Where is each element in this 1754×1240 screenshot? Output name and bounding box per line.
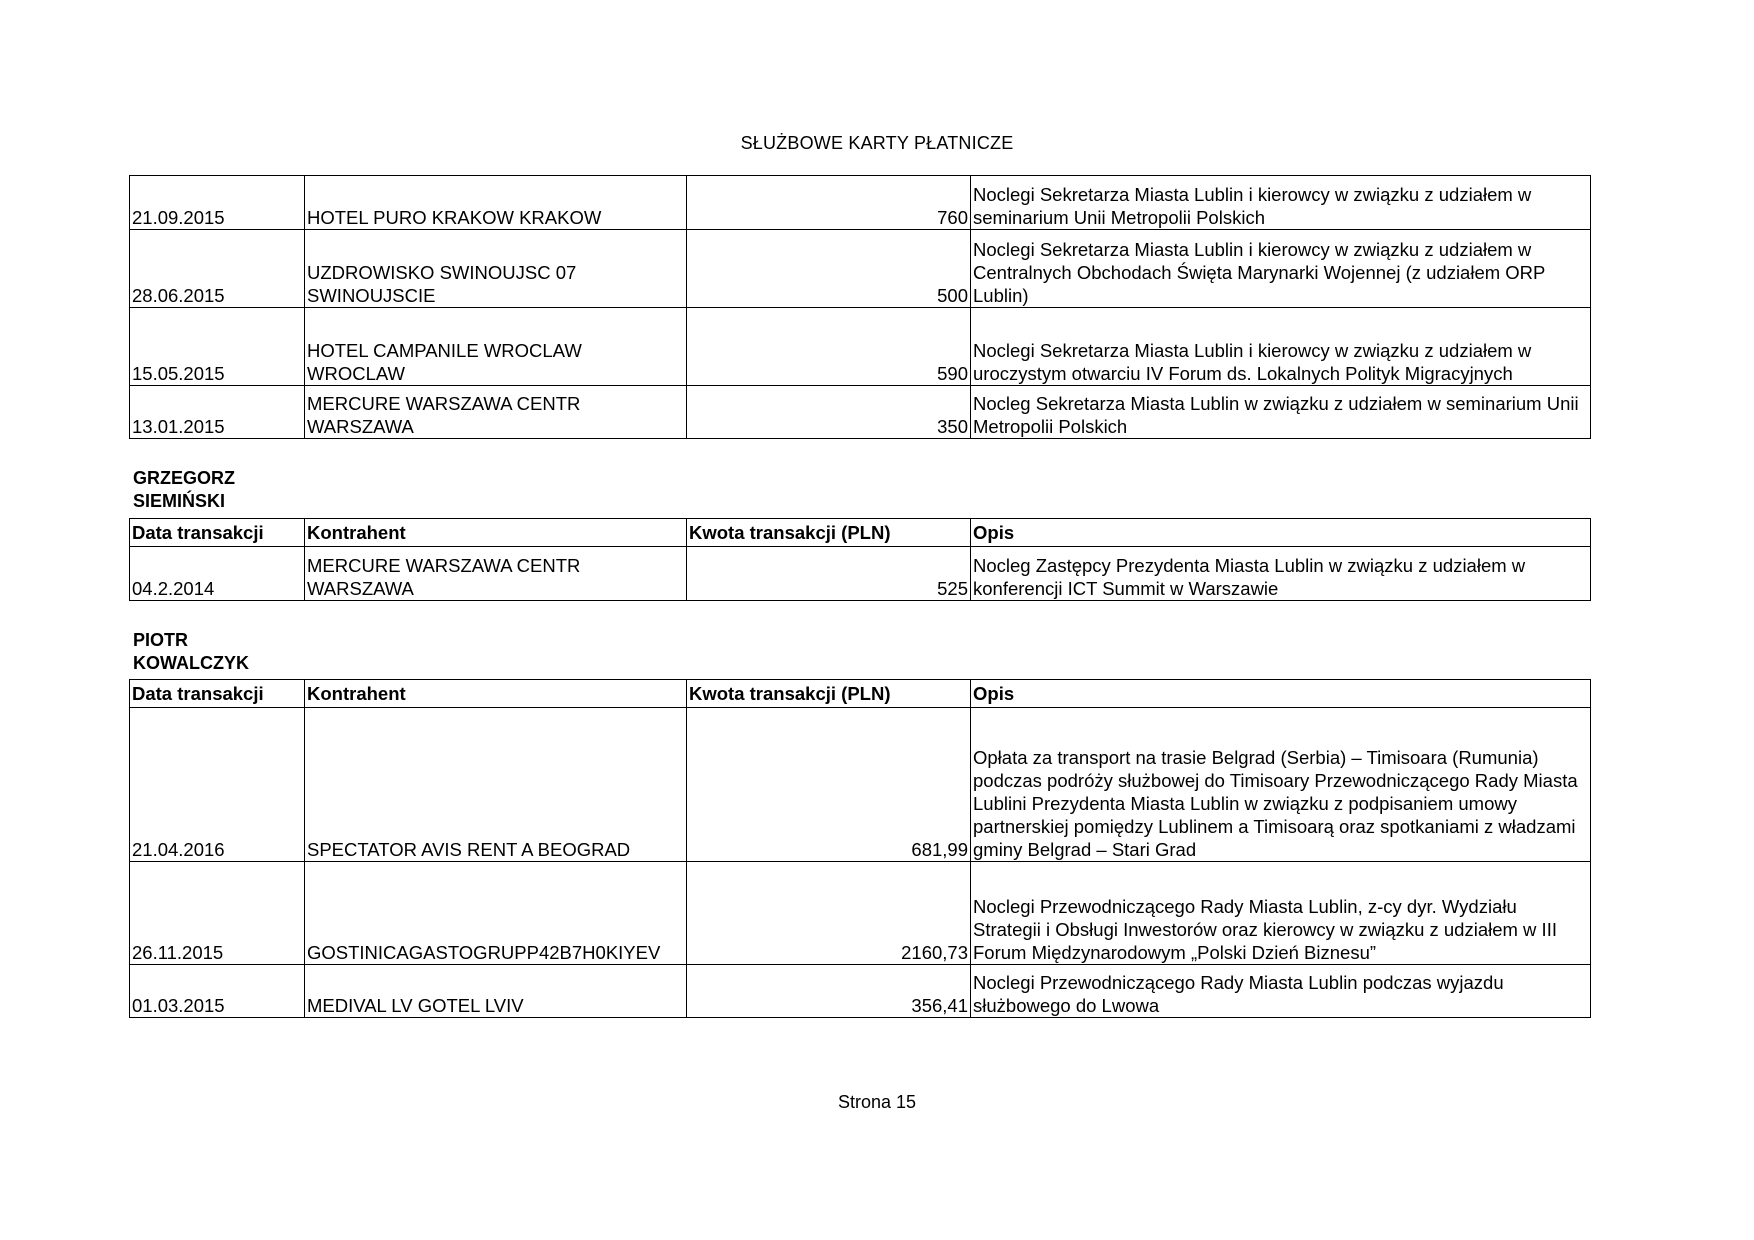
transactions-table <box>129 679 1591 1018</box>
page-header: SŁUŻBOWE KARTY PŁATNICZE <box>740 133 1014 153</box>
person-first-name: PIOTR <box>133 630 189 650</box>
amount-cell: 525 <box>687 547 971 601</box>
contractor-cell: UZDROWISKO SWINOUJSC 07 SWINOUJSCIE <box>305 230 687 308</box>
column-header-contractor: Kontrahent <box>305 519 687 547</box>
contractor-cell: MEDIVAL LV GOTEL LVIV <box>305 965 687 1018</box>
column-header-contractor: Kontrahent <box>305 680 687 708</box>
table-row <box>130 386 1591 439</box>
column-header-amount: Kwota transakcji (PLN) <box>687 519 971 547</box>
description-cell: Noclegi Sekretarza Miasta Lublin i kierowcy w związku z udziałem w seminarium Unii Metropolii Polskich <box>971 176 1591 230</box>
column-header-description: Opis <box>971 680 1591 708</box>
person-name <box>133 629 249 675</box>
contractor-cell: HOTEL PURO KRAKOW KRAKOW <box>305 176 687 230</box>
transactions-table <box>129 518 1591 601</box>
description-cell: Nocleg Sekretarza Miasta Lublin w związku z udziałem w seminarium Unii Metropolii Polskich <box>971 386 1591 439</box>
contractor-cell: MERCURE WARSZAWA CENTR WARSZAWA <box>305 547 687 601</box>
date-cell: 26.11.2015 <box>130 862 305 965</box>
table-header-row <box>130 519 1591 547</box>
amount-cell: 2160,73 <box>687 862 971 965</box>
date-cell: 04.2.2014 <box>130 547 305 601</box>
amount-cell: 760 <box>687 176 971 230</box>
page-number: Strona 15 <box>837 1092 917 1112</box>
amount-cell: 356,41 <box>687 965 971 1018</box>
column-header-amount: Kwota transakcji (PLN) <box>687 680 971 708</box>
amount-cell: 500 <box>687 230 971 308</box>
amount-cell: 590 <box>687 308 971 386</box>
table-row <box>130 176 1591 230</box>
table-row <box>130 862 1591 965</box>
person-name <box>133 467 235 513</box>
table-row <box>130 547 1591 601</box>
description-cell: Noclegi Sekretarza Miasta Lublin i kierowcy w związku z udziałem w Centralnych Obchodach Święta Marynarki Wojennej (z udziałem ORP Lublin) <box>971 230 1591 308</box>
transactions-table-continued <box>129 175 1591 439</box>
person-last-name: KOWALCZYK <box>133 653 249 673</box>
amount-cell: 350 <box>687 386 971 439</box>
date-cell: 15.05.2015 <box>130 308 305 386</box>
description-cell: Noclegi Sekretarza Miasta Lublin i kierowcy w związku z udziałem w uroczystym otwarciu IV Forum ds. Lokalnych Polityk Migracyjnych <box>971 308 1591 386</box>
table-row <box>130 308 1591 386</box>
description-cell: Noclegi Przewodniczącego Rady Miasta Lublin, z-cy dyr. Wydziału Strategii i Obsługi Inwestorów oraz kierowcy w związku z udziałem w III Forum Międzynarodowym „Polski Dzień Biznesu” <box>971 862 1591 965</box>
description-cell: Noclegi Przewodniczącego Rady Miasta Lublin podczas wyjazdu służbowego do Lwowa <box>971 965 1591 1018</box>
amount-cell: 681,99 <box>687 708 971 862</box>
contractor-cell: GOSTINICAGASTOGRUPP42B7H0KIYEV <box>305 862 687 965</box>
date-cell: 01.03.2015 <box>130 965 305 1018</box>
date-cell: 21.09.2015 <box>130 176 305 230</box>
date-cell: 28.06.2015 <box>130 230 305 308</box>
description-cell: Opłata za transport na trasie Belgrad (Serbia) – Timisoara (Rumunia) podczas podróży służbowej do Timisoary Przewodniczącego Rady Miasta Lublini Prezydenta Miasta Lublin w związku z podpisaniem umowy partnerskiej pomiędzy Lublinem a Timisoarą oraz spotkaniami z władzami gminy Belgrad – Stari Grad <box>971 708 1591 862</box>
table-row <box>130 965 1591 1018</box>
person-last-name: SIEMIŃSKI <box>133 491 226 511</box>
column-header-date: Data transakcji <box>130 519 305 547</box>
column-header-date: Data transakcji <box>130 680 305 708</box>
contractor-cell: MERCURE WARSZAWA CENTR WARSZAWA <box>305 386 687 439</box>
description-cell: Nocleg Zastępcy Prezydenta Miasta Lublin w związku z udziałem w konferencji ICT Summit w Warszawie <box>971 547 1591 601</box>
date-cell: 13.01.2015 <box>130 386 305 439</box>
table-row <box>130 230 1591 308</box>
column-header-description: Opis <box>971 519 1591 547</box>
date-cell: 21.04.2016 <box>130 708 305 862</box>
table-row <box>130 708 1591 862</box>
person-first-name: GRZEGORZ <box>133 468 235 488</box>
contractor-cell: SPECTATOR AVIS RENT A BEOGRAD <box>305 708 687 862</box>
contractor-cell: HOTEL CAMPANILE WROCLAW WROCLAW <box>305 308 687 386</box>
table-header-row <box>130 680 1591 708</box>
